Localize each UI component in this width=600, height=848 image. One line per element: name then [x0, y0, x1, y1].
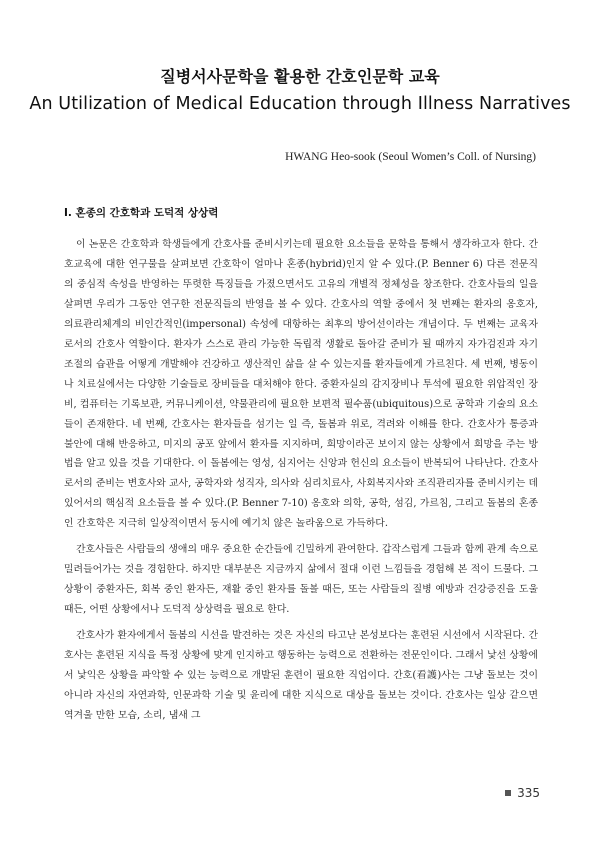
- paper-title-english: An Utilization of Medical Education through Illness Narratives: [29, 94, 571, 114]
- square-bullet-icon: [505, 790, 511, 796]
- page-number: 335: [517, 786, 540, 800]
- paragraph: 이 논문은 간호학과 학생들에게 간호사를 준비시키는데 필요한 요소들을 문학을 통해서 생각하고자 한다. 간호교육에 대한 연구물을 살펴보면 간호학이 얼마나 혼종(hybrid)인지 알 수 있다.(P. Benner 6) 다른 전문직의 중심적 속성을 반영하는 뚜렷한 특징들을 가졌으면서도 고유의 개별적 정체성을 창조한다. 간호사들의 일을 살펴면 우리가 그동안 연구한 전문직들의 반영을 볼 수 있다. 간호사의 역할 중에서 첫 번째는 환자의 옹호자, 의료관리체계의 비인간적인(impersonal) 속성에 대항하는 최후의 방어선이라는 개념이다. 두 번째는 교육자로서의 간호사 역할이다. 환자가 스스로 관리 가능한 독립적 생활로 돌아갈 준비가 될 때까지 자가검진과 자기조절의 습관을 어떻게 개발해야 건강하고 생산적인 삶을 살 수 있는지를 환자들에게 가르친다. 세 번째, 병동이나 치료실에서는 다양한 기술들로 장비들을 대처해야 한다. 중환자실의 감지장비나 투석에 필요한 위압적인 장비, 컴퓨터는 기록보관, 커뮤니케이션, 약물관리에 필요한 보편적 필수품(ubiquitous)으로 공학과 기술의 요소들이 존재한다. 네 번째, 간호사는 환자들을 섬기는 일 즉, 돌봄과 위로, 격려와 이해를 한다. 간호사가 통증과 불안에 대해 반응하고, 미지의 공포 앞에서 환자를 지지하며, 희망이라곤 보이지 않는 상황에서 희망을 주는 방법을 알고 있을 것을 기대한다. 이 돌봄에는 영성, 심지어는 신앙과 헌신의 요소들이 반복되어 나타난다. 간호사로서의 준비는 변호사와 교사, 공학자와 성직자, 의사와 심리치료사, 사회복지사와 조직관리자를 준비시키는 데 있어서의 핵심적 요소들을 볼 수 있다.(P. Benner 7-10) 옹호와 의학, 공학, 섬김, 가르침, 그리고 돌봄의 혼종인 간호학은 지극히 일상적이면서 동시에 예기치 않은 놀라움으로 가득하다.: [64, 239, 538, 530]
- paragraph: 간호사가 환자에게서 돌봄의 시선을 발견하는 것은 자신의 타고난 본성보다는 훈련된 시선에서 시작된다. 간호사는 훈련된 지식을 특정 상황에 맞게 인지하고 행동하는 능력으로 전환하는 전문인이다. 그래서 낯선 상황에서 낯익은 상황을 파악할 수 있는 능력으로 개발된 훈련이 필요한 직업이다. 간호(看護)사는 그냥 돌보는 것이 아니라 자신의 자연과학, 인문과학 기술 및 윤리에 대한 지식으로 대상을 돌보는 것이다. 간호사는 일상 같으면 역겨울 만한 모습, 소리, 냄새 그: [64, 630, 538, 721]
- body-text: [64, 235, 538, 732]
- page-footer: [505, 786, 540, 800]
- paper-title-korean: 질병서사문학을 활용한 간호인문학 교육: [160, 67, 440, 86]
- paragraph: 간호사들은 사람들의 생애의 매우 중요한 순간들에 긴밀하게 관여한다. 갑작스럽게 그들과 함께 관계 속으로 밀려들어가는 것을 경험한다. 하지만 대부분은 지금까지 삶에서 절대 이런 느낌들을 경험해 본 적이 드물다. 그 상황이 중환자든, 회복 중인 환자든, 재활 중인 환자를 돌볼 때든, 또는 사람들의 질병 예방과 건강증진을 도울 때든, 어떤 상황에서나 도덕적 상상력을 필요로 한다.: [64, 544, 538, 616]
- author-line: HWANG Heo-sook (Seoul Women’s Coll. of Nursing): [285, 151, 536, 163]
- section-heading: Ⅰ. 혼종의 간호학과 도덕적 상상력: [64, 207, 219, 219]
